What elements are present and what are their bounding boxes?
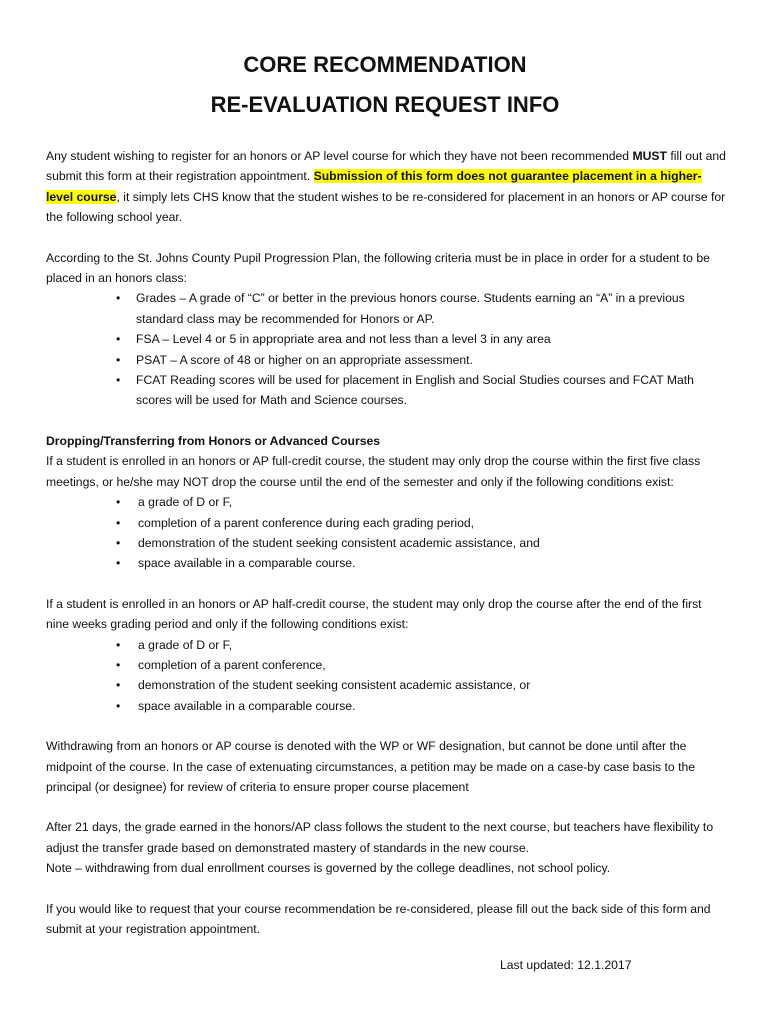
bullet-icon: • (116, 657, 121, 672)
list-item: • space available in a comparable course. (46, 696, 726, 716)
last-updated: Last updated: 12.1.2017 (500, 958, 632, 972)
list-item: • completion of a parent conference during each grading period, (46, 513, 726, 533)
list-item: • space available in a comparable course. (46, 553, 726, 573)
bullet-icon: • (116, 637, 121, 652)
bullet-icon: • (116, 373, 121, 388)
title-line-1: CORE RECOMMENDATION (243, 52, 527, 77)
intro-paragraph (46, 146, 726, 228)
halfcredit-paragraph: If a student is enrolled in an honors or AP half-credit course, the student may only drop the course after the end of the first nine weeks grading period and only if the following conditions exist: (46, 596, 702, 632)
bullet-icon: • (116, 291, 121, 306)
dropping-paragraph: If a student is enrolled in an honors or AP full-credit course, the student may only drop the course within the first five class meetings, or he/she may NOT drop the course until the end of the semester and only if the following conditions exist: (46, 454, 701, 489)
list-item: • Grades – A grade of “C” or better in the previous honors course. Students earning an “A” in a previous standard class may be recommended for Honors or AP. (46, 288, 726, 329)
bullet-icon: • (116, 515, 121, 530)
intro-text-1: Any student wishing to register for an honors or AP level course for which they have not been recommended (46, 149, 633, 163)
bullet-icon: • (116, 495, 121, 510)
list-item: • completion of a parent conference, (46, 655, 726, 675)
list-item: • FCAT Reading scores will be used for placement in English and Social Studies courses and FCAT Math scores will be used for Math and Science courses. (46, 370, 726, 411)
list-item: • demonstration of the student seeking consistent academic assistance, and (46, 533, 726, 553)
document-body (46, 146, 726, 939)
intro-must: MUST (632, 149, 667, 163)
bullet-icon: • (116, 352, 121, 367)
list-item: • PSAT – A score of 48 or higher on an appropriate assessment. (46, 350, 726, 370)
bullet-icon: • (116, 332, 121, 347)
halfcredit-list (46, 635, 726, 717)
bullet-icon: • (116, 556, 121, 571)
after21-paragraph: After 21 days, the grade earned in the honors/AP class follows the student to the next course, but teachers have flexibility to adjust the transfer grade based on demonstrated mastery of standards in the new course. (46, 820, 714, 855)
criteria-list (46, 288, 726, 410)
intro-highlight: Submission of this form does not guarantee placement in a higher-level course (46, 169, 702, 204)
title-line-2: RE-EVALUATION REQUEST INFO (210, 92, 560, 117)
withdrawing-paragraph: Withdrawing from an honors or AP course is denoted with the WP or WF designation, but cannot be done until after the midpoint of the course. In the case of extenuating circumstances, a petition may be made on a case-by case basis to the principal (or designee) for review of criteria to ensure proper course placement (46, 739, 696, 794)
dropping-heading: Dropping/Transferring from Honors or Advanced Courses (46, 433, 381, 448)
criteria-paragraph: According to the St. Johns County Pupil Progression Plan, the following criteria must be in place in order for a student to be placed in an honors class: (46, 250, 710, 286)
closing-paragraph: If you would like to request that your course recommendation be re-considered, please fill out the back side of this form and submit at your registration appointment. (46, 901, 711, 936)
dropping-list (46, 492, 726, 574)
note-paragraph: Note – withdrawing from dual enrollment courses is governed by the college deadlines, not school policy. (46, 861, 611, 876)
intro-text-3: , it simply lets CHS know that the student wishes to be re-considered for placement in an honors or AP course for the following school year. (46, 189, 726, 225)
list-item: • a grade of D or F, (46, 492, 726, 512)
bullet-icon: • (116, 535, 121, 550)
bullet-icon: • (116, 678, 121, 693)
list-item: • FSA – Level 4 or 5 in appropriate area and not less than a level 3 in any area (46, 329, 726, 349)
intro-text-2: fill out and submit this form at their registration appointment. (46, 149, 726, 184)
bullet-icon: • (116, 698, 121, 713)
list-item: • demonstration of the student seeking consistent academic assistance, or (46, 675, 726, 695)
list-item: • a grade of D or F, (46, 635, 726, 655)
